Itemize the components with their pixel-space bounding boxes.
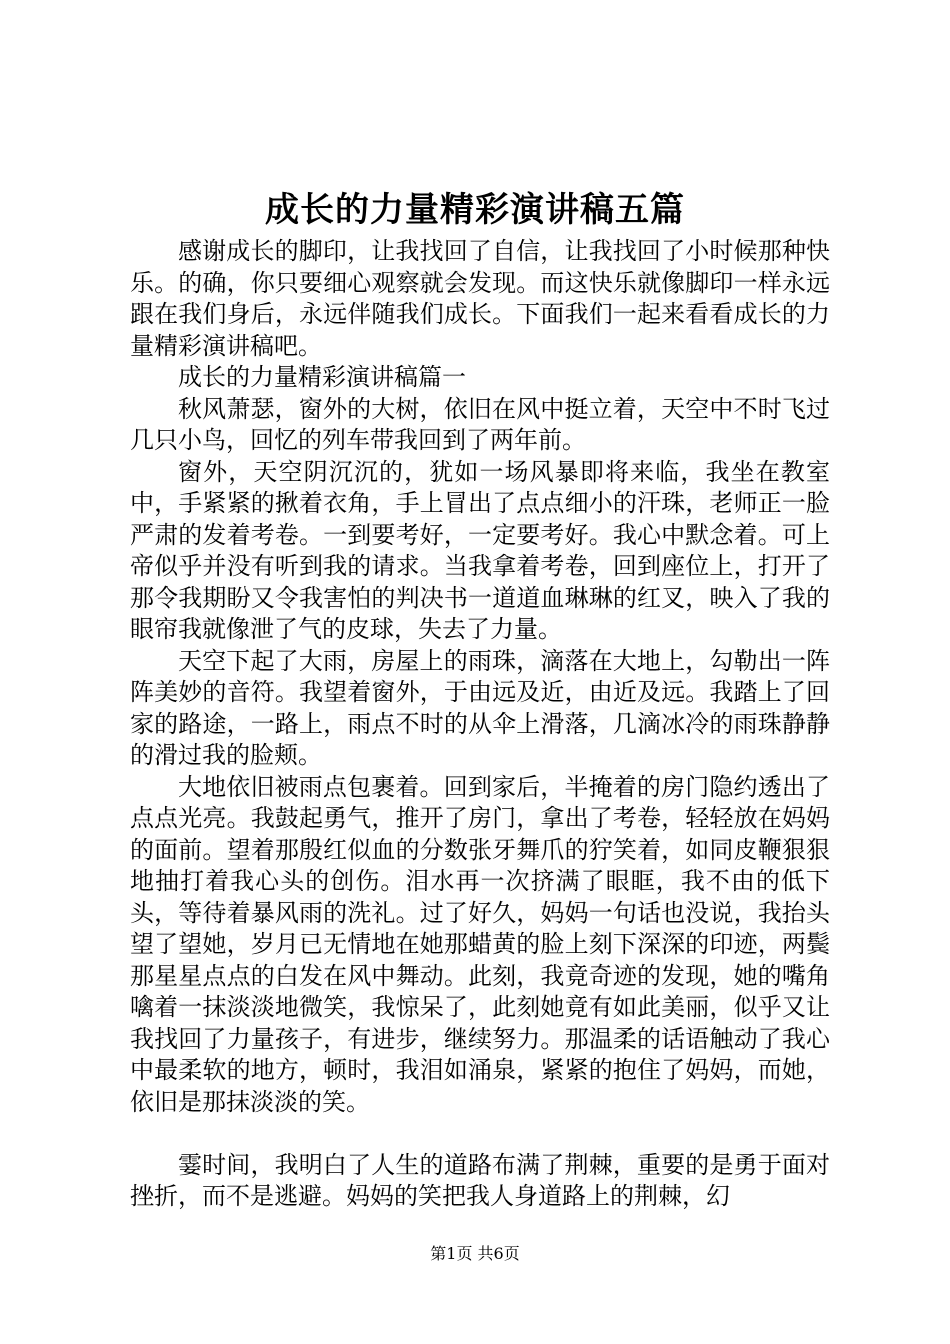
page-footer: 第1页 共6页 bbox=[430, 1244, 520, 1263]
paragraph: 窗外，天空阴沉沉的，犹如一场风暴即将来临，我坐在教室中，手紧紧的揪着衣角，手上冒出了点点细小的汗珠，老师正一脸严肃的发着考卷。一到要考好，一定要考好。我心中默念着。可上帝似乎并没有听到我的请求。当我拿着考卷，回到座位上，打开了那令我期盼又令我害怕的判决书一道道血琳琳的红叉，映入了我的眼帘我就像泄了气的皮球，失去了力量。 bbox=[130, 457, 830, 643]
document-body bbox=[130, 236, 830, 1213]
document-title: 成长的力量精彩演讲稿五篇 bbox=[265, 190, 685, 230]
paragraph: 霎时间，我明白了人生的道路布满了荆棘，重要的是勇于面对挫折，而不是逃避。妈妈的笑把我人身道路上的荆棘，幻 bbox=[130, 1150, 830, 1210]
paragraph-intro: 感谢成长的脚印，让我找回了自信，让我找回了小时候那种快乐。的确，你只要细心观察就会发现。而这快乐就像脚印一样永远跟在我们身后，永远伴随我们成长。下面我们一起来看看成长的力量精彩演讲稿吧。 bbox=[130, 237, 830, 360]
section-heading: 成长的力量精彩演讲稿篇一 bbox=[178, 363, 466, 391]
paragraph: 天空下起了大雨，房屋上的雨珠，滴落在大地上，勾勒出一阵阵美妙的音符。我望着窗外，于由远及近，由近及远。我踏上了回家的路途，一路上，雨点不时的从伞上滑落，几滴冰冷的雨珠静静的滑过我的脸颊。 bbox=[130, 646, 830, 769]
paragraph: 秋风萧瑟，窗外的大树，依旧在风中挺立着，天空中不时飞过几只小鸟，回忆的列车带我回到了两年前。 bbox=[130, 394, 830, 454]
paragraph: 大地依旧被雨点包裹着。回到家后，半掩着的房门隐约透出了点点光亮。我鼓起勇气，推开了房门，拿出了考卷，轻轻放在妈妈的面前。望着那殷红似血的分数张牙舞爪的狞笑着，如同皮鞭狠狠地抽打着我心头的创伤。泪水再一次挤满了眼眶，我不由的低下头，等待着暴风雨的洗礼。过了好久，妈妈一句话也没说，我抬头望了望她，岁月已无情地在她那蜡黄的脸上刻下深深的印迹，两鬓那星星点点的白发在风中舞动。此刻，我竟奇迹的发现，她的嘴角噙着一抹淡淡地微笑，我惊呆了，此刻她竟有如此美丽，似乎又让我找回了力量孩子，有进步，继续努力。那温柔的话语触动了我心中最柔软的地方，顿时，我泪如涌泉，紧紧的抱住了妈妈，而她，依旧是那抹淡淡的笑。 bbox=[130, 772, 830, 1116]
